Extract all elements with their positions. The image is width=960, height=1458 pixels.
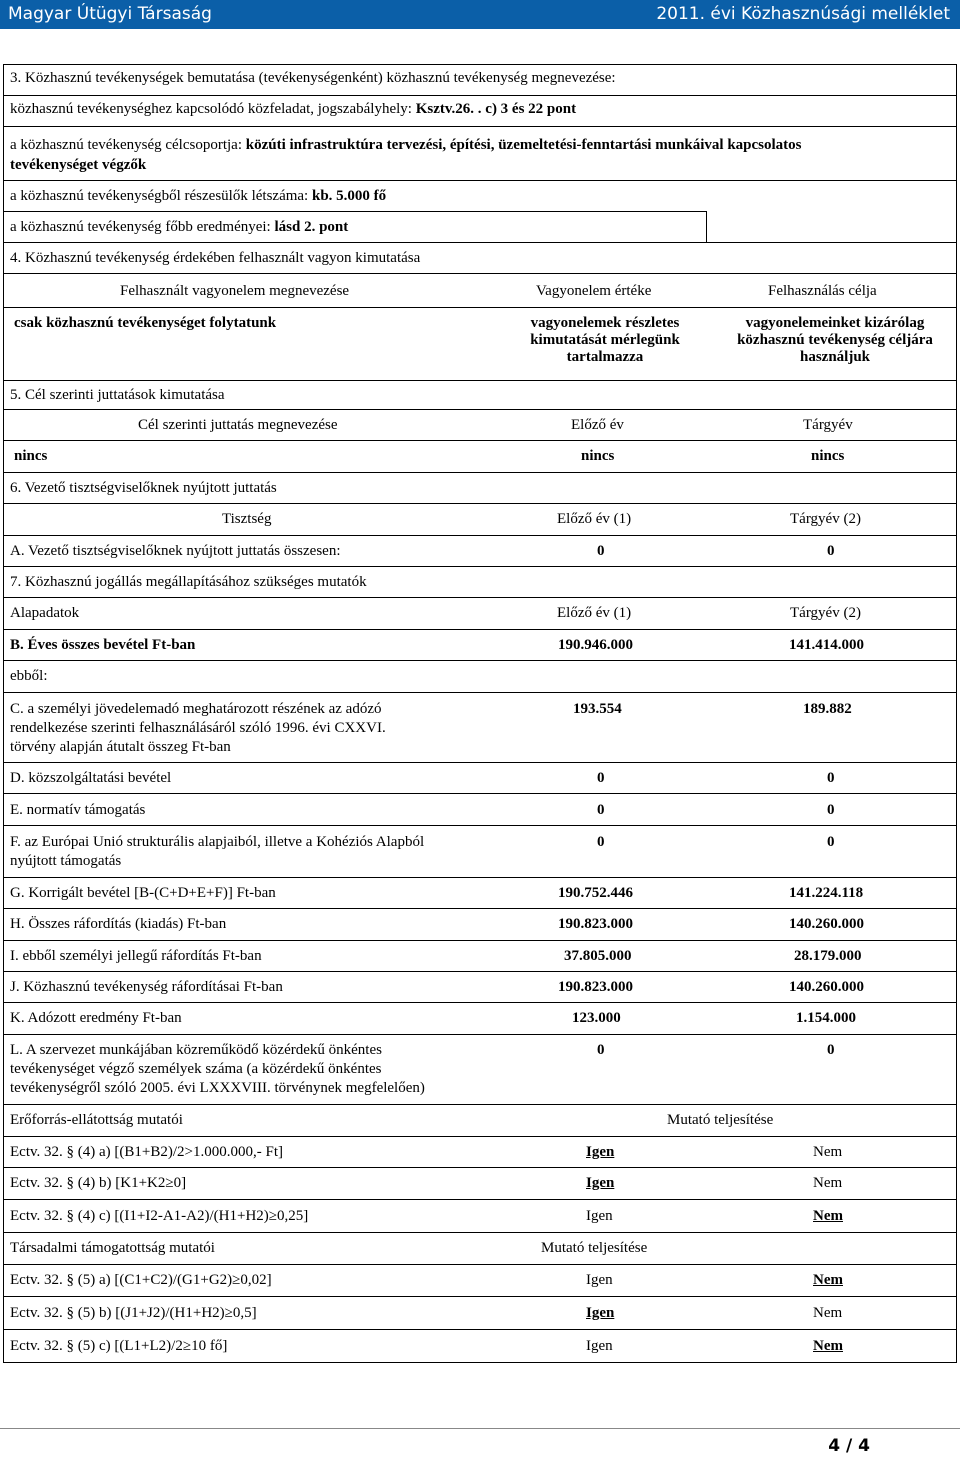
row-b-prev: 190.946.000 <box>558 637 633 653</box>
participants-label: a közhasznú tevékenységből részesülők létszáma: <box>10 188 309 204</box>
row-e-label: E. normatív támogatás <box>10 802 146 818</box>
row-g-label: G. Korrigált bevétel [B-(C+D+E+F)] Ft-ban <box>10 885 276 901</box>
row-b-cur: 141.414.000 <box>789 637 864 653</box>
s5-header-prev: Előző év <box>571 417 624 433</box>
section7-title: 7. Közhasznú jogállás megállapításához szükséges mutatók <box>10 574 367 590</box>
row-j-cur: 140.260.000 <box>789 979 864 995</box>
social-row-b-nem: Nem <box>813 1305 843 1321</box>
section4-title: 4. Közhasznú tevékenység érdekében felhasznált vagyon kimutatása <box>10 250 421 266</box>
resource-row-a-nem: Nem <box>813 1144 843 1160</box>
row-l-label-3: tevékenységről szóló 2005. évi LXXXVIII. törvénynek megfelelően) <box>10 1080 425 1096</box>
row-l-cur: 0 <box>827 1042 835 1058</box>
resource-row-c-label: Ectv. 32. § (4) c) [(I1+I2-A1-A2)/(H1+H2)≥0,25] <box>10 1208 309 1224</box>
resource-row-c-nem: Nem <box>813 1208 843 1224</box>
row-j-prev: 190.823.000 <box>558 979 633 995</box>
legal-basis-label: közhasznú tevékenységhez kapcsolódó közfeladat, jogszabályhely: <box>10 101 412 117</box>
row-g-prev: 190.752.446 <box>558 885 633 901</box>
row-c-label-2: rendelkezése szerinti felhasználásáról szóló 1996. évi CXXVI. <box>10 720 386 736</box>
row-f-label-1: F. az Európai Unió strukturális alapjaiból, illetve a Kohéziós Alapból <box>10 834 425 850</box>
s5-header-cur: Tárgyév <box>803 417 853 433</box>
results-value: lásd 2. pont <box>274 219 349 235</box>
row-b-label: B. Éves összes bevétel Ft-ban <box>10 637 196 653</box>
footer-divider <box>0 1428 960 1429</box>
legal-basis <box>10 101 576 118</box>
row-k-prev: 123.000 <box>572 1010 621 1026</box>
s6-header-cur: Tárgyév (2) <box>790 511 861 527</box>
row-i-cur: 28.179.000 <box>794 948 862 964</box>
resource-row-a-label: Ectv. 32. § (4) a) [(B1+B2)/2>1.000.000,- Ft] <box>10 1144 283 1160</box>
row-c-label-1: C. a személyi jövedelemadó meghatározott részének az adózó <box>10 701 382 717</box>
target-group-label: a közhasznú tevékenység célcsoportja: <box>10 137 242 153</box>
s5-row-cur: nincs <box>811 448 845 464</box>
page-header <box>0 0 960 29</box>
social-row-a-label: Ectv. 32. § (5) a) [(C1+C2)/(G1+G2)≥0,02] <box>10 1272 272 1288</box>
ebbol-label: ebből: <box>10 668 48 684</box>
target-group-value: közúti infrastruktúra tervezési, építési, üzemeltetési-fenntartási munkáival kapcsolatos <box>245 137 802 153</box>
row-j-label: J. Közhasznú tevékenység ráfordításai Ft-ban <box>10 979 283 995</box>
row-f-label-2: nyújtott támogatás <box>10 853 122 869</box>
s6-header-prev: Előző év (1) <box>557 511 632 527</box>
row-h-prev: 190.823.000 <box>558 916 633 932</box>
target-group <box>10 137 802 154</box>
social-row-b-label: Ectv. 32. § (5) b) [(J1+J2)/(H1+H2)≥0,5] <box>10 1305 257 1321</box>
row-k-label: K. Adózott eredmény Ft-ban <box>10 1010 182 1026</box>
row-g-cur: 141.224.118 <box>789 885 864 901</box>
resource-row-c-igen: Igen <box>586 1208 613 1224</box>
resource-row-b-label: Ectv. 32. § (4) b) [K1+K2≥0] <box>10 1175 187 1191</box>
social-title: Társadalmi támogatottság mutatói <box>10 1240 215 1256</box>
s4-header-value: Vagyonelem értéke <box>536 283 652 299</box>
s5-row-name: nincs <box>14 448 48 464</box>
row-e-prev: 0 <box>597 802 605 818</box>
row-i-label: I. ebből személyi jellegű ráfordítás Ft-ban <box>10 948 262 964</box>
row-f-cur: 0 <box>827 834 835 850</box>
row-h-label: H. Összes ráfordítás (kiadás) Ft-ban <box>10 916 227 932</box>
s4-row-value: vagyonelemek részletes kimutatását mérlegünk tartalmazza <box>530 315 680 365</box>
row-f-prev: 0 <box>597 834 605 850</box>
row-e-cur: 0 <box>827 802 835 818</box>
results-label: a közhasznú tevékenység főbb eredményei: <box>10 219 271 235</box>
s4-header-name: Felhasznált vagyonelem megnevezése <box>120 283 350 299</box>
row-c-prev: 193.554 <box>573 701 622 717</box>
s6-total-label: A. Vezető tisztségviselőknek nyújtott juttatás összesen: <box>10 543 341 559</box>
participants-value: kb. 5.000 fő <box>311 188 387 204</box>
participants <box>10 188 386 205</box>
s7-header-cur: Tárgyév (2) <box>790 605 861 621</box>
row-c-label-3: törvény alapján átutalt összeg Ft-ban <box>10 739 231 755</box>
document-title: 2011. évi Közhasznúsági melléklet <box>656 4 950 24</box>
s4-row-name: csak közhasznú tevékenységet folytatunk <box>14 315 277 331</box>
row-i-prev: 37.805.000 <box>564 948 632 964</box>
section5-title: 5. Cél szerinti juttatások kimutatása <box>10 387 225 403</box>
org-name: Magyar Útügyi Társaság <box>8 4 212 24</box>
section3-title: 3. Közhasznú tevékenységek bemutatása (tevékenységenként) közhasznú tevékenység megnevezése: <box>10 70 616 86</box>
row-l-label-1: L. A szervezet munkájában közreműködő közérdekű önkéntes <box>10 1042 382 1058</box>
s6-total-cur: 0 <box>827 543 835 559</box>
results <box>10 219 348 236</box>
row-c-cur: 189.882 <box>803 701 852 717</box>
s7-header-prev: Előző év (1) <box>557 605 632 621</box>
social-result-label: Mutató teljesítése <box>541 1240 648 1256</box>
row-l-prev: 0 <box>597 1042 605 1058</box>
resource-title: Erőforrás-ellátottság mutatói <box>10 1112 183 1128</box>
resource-result-label: Mutató teljesítése <box>667 1112 774 1128</box>
s5-header-name: Cél szerinti juttatás megnevezése <box>138 417 338 433</box>
social-row-c-label: Ectv. 32. § (5) c) [(L1+L2)/2≥10 fő] <box>10 1338 228 1354</box>
row-k-cur: 1.154.000 <box>796 1010 856 1026</box>
social-row-a-nem: Nem <box>813 1272 843 1288</box>
row-d-label: D. közszolgáltatási bevétel <box>10 770 172 786</box>
social-row-c-nem: Nem <box>813 1338 843 1354</box>
social-row-a-igen: Igen <box>586 1272 613 1288</box>
row-h-cur: 140.260.000 <box>789 916 864 932</box>
page-number: 4 / 4 <box>828 1436 870 1456</box>
resource-row-b-nem: Nem <box>813 1175 843 1191</box>
section6-title: 6. Vezető tisztségviselőknek nyújtott juttatás <box>10 480 277 496</box>
legal-basis-value: Ksztv.26. . <box>415 101 482 117</box>
s6-header-position: Tisztség <box>222 511 272 527</box>
s5-row-prev: nincs <box>581 448 615 464</box>
social-row-b-igen: Igen <box>586 1305 615 1321</box>
resource-row-a-igen: Igen <box>586 1144 615 1160</box>
target-group-value-2: tevékenységet végzők <box>10 157 147 173</box>
row-l-label-2: tevékenységet végző személyek száma (a közérdekű önkéntes <box>10 1061 382 1077</box>
row-d-prev: 0 <box>597 770 605 786</box>
resource-row-b-igen: Igen <box>586 1175 615 1191</box>
s7-header-base: Alapadatok <box>10 605 80 621</box>
s4-header-purpose: Felhasználás célja <box>768 283 877 299</box>
row-d-cur: 0 <box>827 770 835 786</box>
social-row-c-igen: Igen <box>586 1338 613 1354</box>
legal-basis-value-2: c) 3 és 22 pont <box>485 101 577 117</box>
s4-row-purpose: vagyonelemeinket kizárólag közhasznú tevékenység céljára használjuk <box>737 315 933 365</box>
s6-total-prev: 0 <box>597 543 605 559</box>
